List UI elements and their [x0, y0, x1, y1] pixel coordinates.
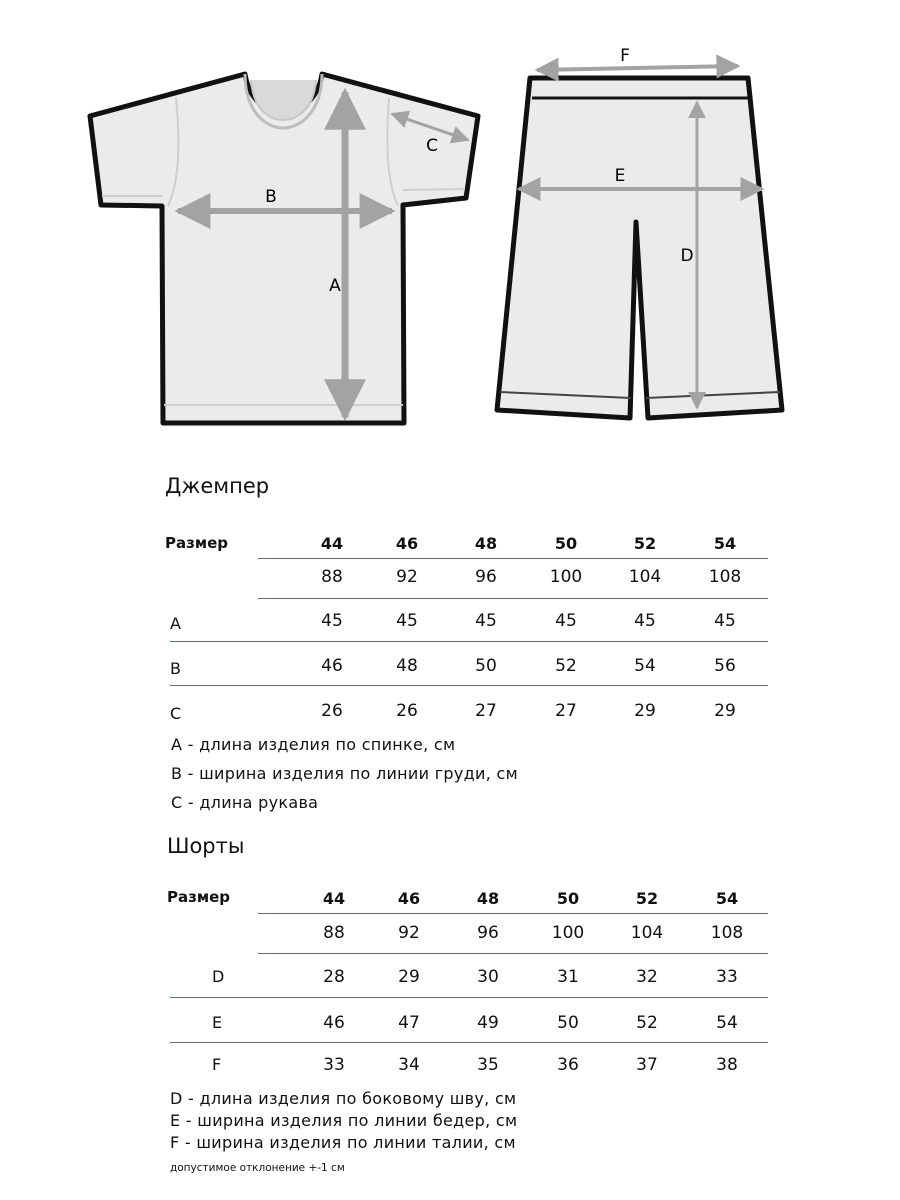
row-divider	[170, 1042, 768, 1043]
table-cell: 33	[716, 967, 738, 987]
label-e: E	[614, 166, 626, 186]
size-header-label: Размер	[165, 534, 229, 552]
table-cell: 52	[555, 656, 577, 676]
table-cell: 46	[321, 656, 343, 676]
table-cell: 46	[323, 1013, 345, 1033]
shorts-note-d: D - длина изделия по боковому шву, см	[170, 1089, 517, 1108]
chest-size-cell: 100	[551, 923, 585, 943]
size-header: 48	[474, 534, 498, 553]
chest-size-cell: 108	[708, 567, 742, 587]
size-header: 48	[476, 889, 500, 908]
label-f: F	[620, 46, 630, 66]
size-header: 46	[397, 889, 421, 908]
chest-size-cell: 96	[477, 923, 499, 943]
size-header: 44	[322, 889, 346, 908]
chest-size-cell: 88	[321, 567, 343, 587]
chest-size-cell: 100	[549, 567, 583, 587]
table-cell: 28	[323, 967, 345, 987]
row-label: F	[212, 1055, 222, 1074]
size-header-label: Размер	[167, 888, 231, 906]
table-cell: 29	[398, 967, 420, 987]
size-header: 46	[395, 534, 419, 553]
jumper-title: Джемпер	[165, 474, 270, 498]
table-cell: 50	[557, 1013, 579, 1033]
jumper-note-c: C - длина рукава	[171, 793, 319, 812]
chest-size-cell: 92	[398, 923, 420, 943]
label-d: D	[680, 246, 694, 266]
table-cell: 49	[477, 1013, 499, 1033]
row-label: B	[170, 659, 181, 678]
row-divider	[170, 685, 768, 686]
table-cell: 54	[716, 1013, 738, 1033]
measure-f-line	[537, 66, 738, 70]
table-cell: 47	[398, 1013, 420, 1033]
tshirt-drawing	[90, 74, 478, 423]
table-cell: 37	[636, 1055, 658, 1075]
table-cell: 48	[396, 656, 418, 676]
shorts-note-f: F - ширина изделия по линии талии, см	[170, 1133, 516, 1152]
table-cell: 29	[634, 701, 656, 721]
table-cell: 31	[557, 967, 579, 987]
size-header: 50	[554, 534, 578, 553]
table-cell: 26	[396, 701, 418, 721]
jumper-note-a: A - длина изделия по спинке, см	[171, 735, 456, 754]
shorts-drawing	[497, 78, 782, 418]
label-c: C	[426, 136, 438, 156]
table-cell: 29	[714, 701, 736, 721]
table-cell: 30	[477, 967, 499, 987]
table-cell: 33	[323, 1055, 345, 1075]
table-cell: 45	[396, 611, 418, 631]
chest-size-cell: 96	[475, 567, 497, 587]
chest-size-cell: 88	[323, 923, 345, 943]
size-header: 52	[635, 889, 659, 908]
table-cell: 45	[634, 611, 656, 631]
size-header: 52	[633, 534, 657, 553]
table-cell: 45	[555, 611, 577, 631]
table-cell: 35	[477, 1055, 499, 1075]
row-label: D	[212, 967, 225, 986]
size-header: 54	[715, 889, 739, 908]
size-header: 50	[556, 889, 580, 908]
table-cell: 50	[475, 656, 497, 676]
size-header: 44	[320, 534, 344, 553]
table-cell: 45	[321, 611, 343, 631]
row-divider	[170, 997, 768, 998]
table-cell: 36	[557, 1055, 579, 1075]
table-cell: 45	[475, 611, 497, 631]
label-a: A	[329, 276, 341, 296]
chest-size-cell: 104	[630, 923, 664, 943]
table-cell: 27	[555, 701, 577, 721]
table-cell: 27	[475, 701, 497, 721]
table-cell: 26	[321, 701, 343, 721]
shorts-title: Шорты	[167, 834, 245, 858]
chest-size-cell: 108	[710, 923, 744, 943]
table-cell: 45	[714, 611, 736, 631]
table-cell: 52	[636, 1013, 658, 1033]
chest-size-cell: 104	[628, 567, 662, 587]
size-header: 54	[713, 534, 737, 553]
shorts-note-e: E - ширина изделия по линии бедер, см	[170, 1111, 518, 1130]
table-cell: 34	[398, 1055, 420, 1075]
table-cell: 32	[636, 967, 658, 987]
row-label: A	[170, 614, 181, 633]
row-label: C	[170, 704, 182, 723]
label-b: B	[265, 187, 277, 207]
row-label: E	[212, 1013, 223, 1032]
chest-size-cell: 92	[396, 567, 418, 587]
tolerance-note: допустимое отклонение +-1 см	[170, 1162, 345, 1174]
table-cell: 38	[716, 1055, 738, 1075]
garment-diagram	[0, 0, 900, 470]
row-divider	[170, 641, 768, 642]
table-cell: 56	[714, 656, 736, 676]
jumper-note-b: B - ширина изделия по линии груди, см	[171, 764, 518, 783]
table-cell: 54	[634, 656, 656, 676]
